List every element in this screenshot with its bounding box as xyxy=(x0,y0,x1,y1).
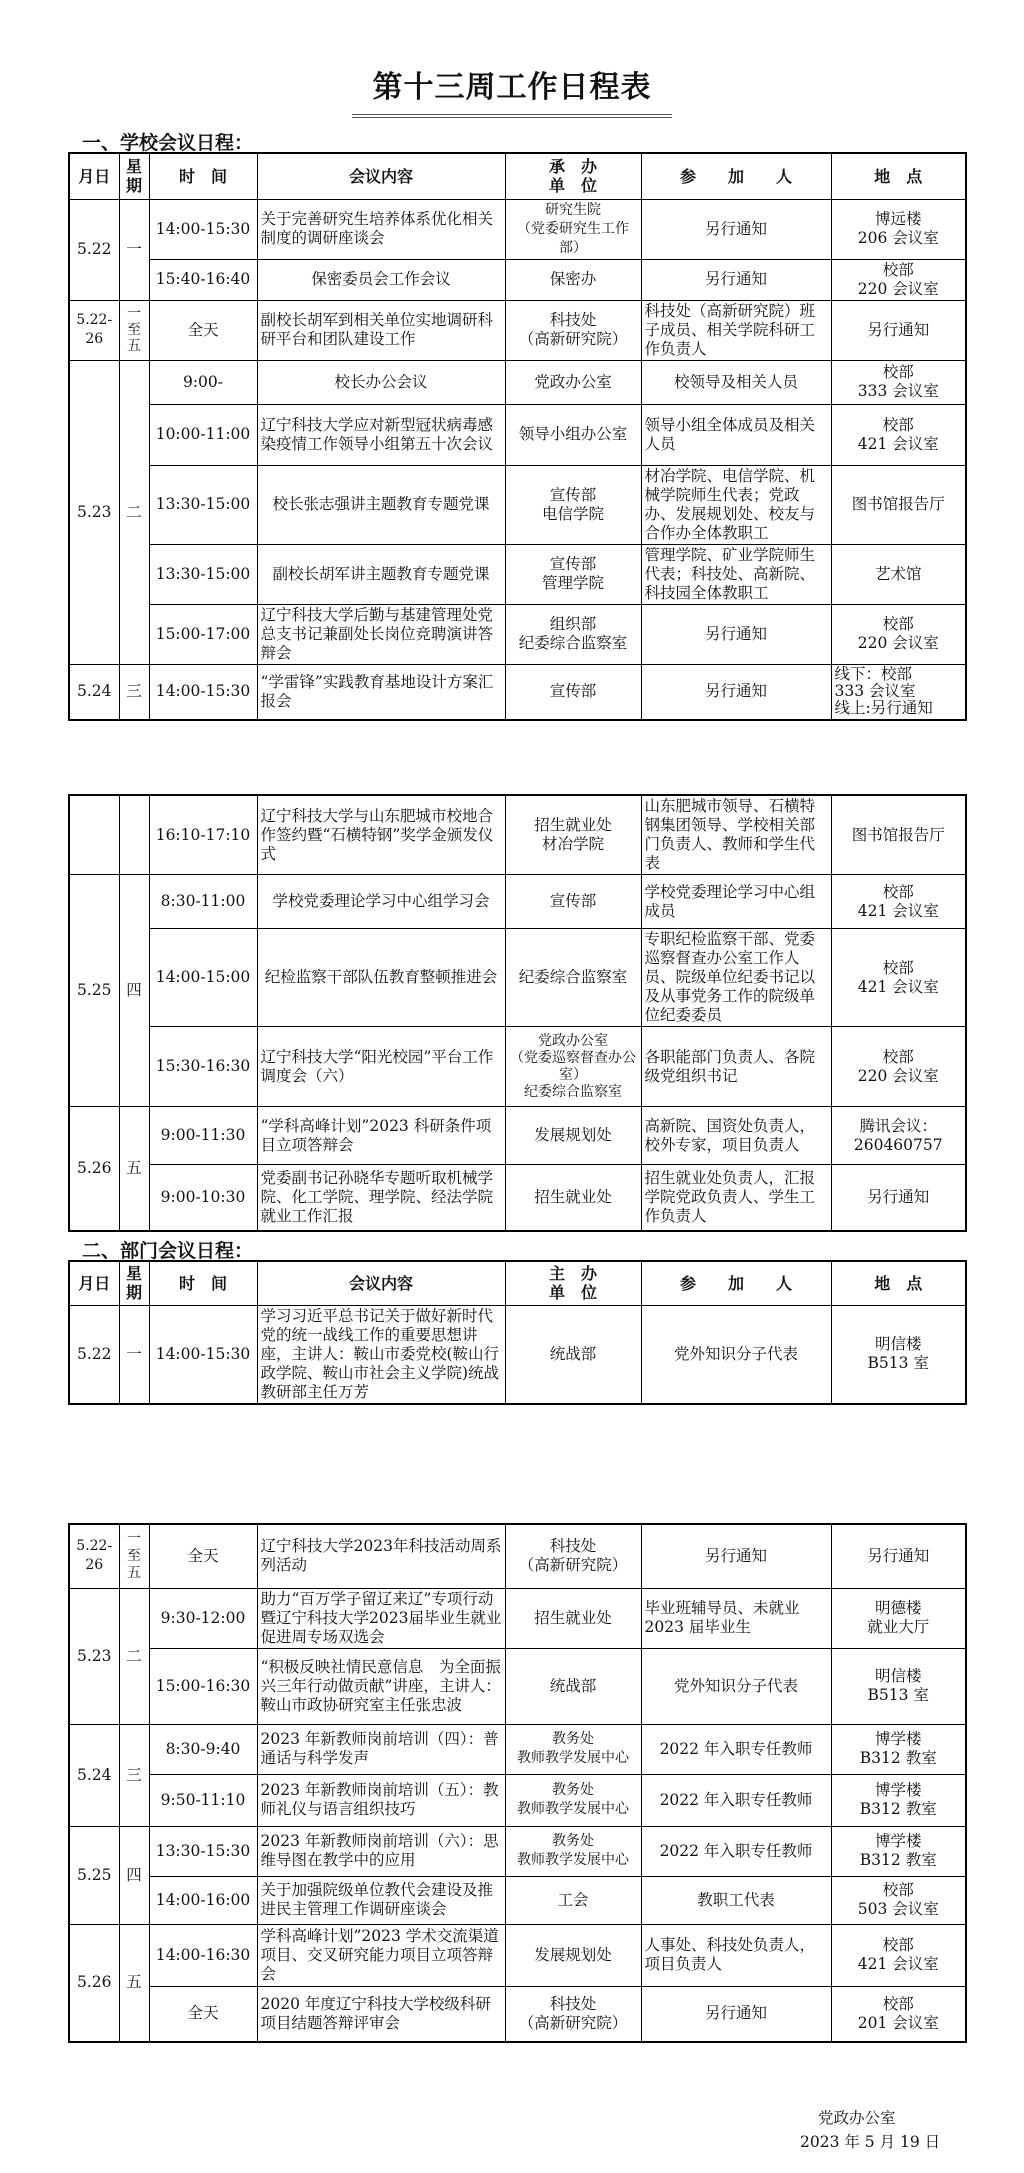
host-cell: 发展规划处 xyxy=(505,1107,641,1165)
attendees-cell: 党外知识分子代表 xyxy=(641,1648,831,1724)
header-attendees: 参 加 人 xyxy=(641,153,831,199)
table-row xyxy=(69,1924,966,1986)
host-cell: 领导小组办公室 xyxy=(505,404,641,465)
location-cell: 图书馆报告厅 xyxy=(831,795,966,875)
weekday-cell: 二 xyxy=(119,1588,149,1724)
host-cell: 教务处 教师教学发展中心 xyxy=(505,1774,641,1826)
content-cell: 辽宁科技大学与山东肥城市校地合作签约暨“石横特钢”奖学金颁发仪式 xyxy=(257,795,505,875)
host-cell: 教务处 教师教学发展中心 xyxy=(505,1724,641,1774)
content-cell: 辽宁科技大学“阳光校园”平台工作调度会（六） xyxy=(257,1027,505,1107)
table-row xyxy=(69,1774,966,1826)
weekday-cell: 三 xyxy=(119,664,149,720)
department-meetings-table-part2 xyxy=(68,1523,967,2043)
content-cell: 2023 年新教师岗前培训（四）：普通话与科学发声 xyxy=(257,1724,505,1774)
weekday-cell: 四 xyxy=(119,1826,149,1924)
section-heading-department-meetings: 二、部门会议日程： xyxy=(82,1240,254,1262)
content-cell: 纪检监察干部队伍教育整顿推进会 xyxy=(257,929,505,1027)
attendees-cell: 另行通知 xyxy=(641,604,831,664)
content-cell: 校长办公会议 xyxy=(257,360,505,404)
header-attendees: 参 加 人 xyxy=(641,1261,831,1305)
time-cell: 9:00-11:30 xyxy=(149,1107,257,1165)
table-row xyxy=(69,1588,966,1648)
host-cell: 招生就业处 材冶学院 xyxy=(505,795,641,875)
content-cell: “学雷锋”实践教育基地设计方案汇报会 xyxy=(257,664,505,720)
date-cell: 5.26 xyxy=(69,1107,119,1231)
table-row xyxy=(69,1027,966,1107)
attendees-cell: 高新院、国资处负责人，校外专家，项目负责人 xyxy=(641,1107,831,1165)
weekday-cell: 五 xyxy=(119,1924,149,2042)
host-cell: 党政办公室 （党委巡察督查办公室） 纪委综合监察室 xyxy=(505,1027,641,1107)
attendees-cell: 学校党委理论学习中心组成员 xyxy=(641,875,831,929)
header-host: 主 办 单 位 xyxy=(505,1261,641,1305)
location-cell: 腾讯会议： 260460757 xyxy=(831,1107,966,1165)
weekday-cell: 五 xyxy=(119,1107,149,1231)
location-cell: 校部 220 会议室 xyxy=(831,1027,966,1107)
location-cell: 校部 421 会议室 xyxy=(831,929,966,1027)
header-content: 会议内容 xyxy=(257,1261,505,1305)
weekday-cell: 一 至 五 xyxy=(119,1524,149,1588)
time-cell: 15:30-16:30 xyxy=(149,1027,257,1107)
content-cell: 辽宁科技大学2023年科技活动周系列活动 xyxy=(257,1524,505,1588)
header-location: 地 点 xyxy=(831,153,966,199)
table-row xyxy=(69,1648,966,1724)
content-cell: 副校长胡军到相关单位实地调研科研平台和团队建设工作 xyxy=(257,300,505,360)
time-cell: 全天 xyxy=(149,1986,257,2042)
content-cell: “积极反映社情民意信息 为全面振兴三年行动做贡献”讲座，主讲人：鞍山市政协研究室主任张忠波 xyxy=(257,1648,505,1724)
page-title: 第十三周工作日程表 xyxy=(372,70,652,105)
table-row xyxy=(69,1724,966,1774)
host-cell: 工会 xyxy=(505,1876,641,1924)
host-cell: 保密办 xyxy=(505,259,641,300)
location-cell: 艺术馆 xyxy=(831,544,966,604)
department-meetings-table-part1 xyxy=(68,1260,967,1405)
table-header-row xyxy=(69,1261,966,1305)
table-row xyxy=(69,544,966,604)
time-cell: 14:00-16:30 xyxy=(149,1924,257,1986)
time-cell: 15:00-17:00 xyxy=(149,604,257,664)
location-cell: 校部 421 会议室 xyxy=(831,404,966,465)
host-cell: 招生就业处 xyxy=(505,1588,641,1648)
location-cell: 明信楼 B513 室 xyxy=(831,1305,966,1404)
time-cell: 14:00-15:30 xyxy=(149,199,257,259)
attendees-cell: 招生就业处负责人，汇报学院党政负责人、学生工作负责人 xyxy=(641,1165,831,1231)
attendees-cell: 另行通知 xyxy=(641,199,831,259)
location-cell: 线下：校部 333 会议室 线上:另行通知 xyxy=(831,664,966,720)
section-heading-school-meetings: 一、学校会议日程： xyxy=(82,132,254,154)
date-cell: 5.23 xyxy=(69,1588,119,1724)
attendees-cell: 另行通知 xyxy=(641,1524,831,1588)
time-cell: 13:30-15:00 xyxy=(149,544,257,604)
school-meetings-table-part1 xyxy=(68,152,967,721)
time-cell: 13:30-15:30 xyxy=(149,1826,257,1876)
table-header-row xyxy=(69,153,966,199)
location-cell: 校部 220 会议室 xyxy=(831,259,966,300)
header-weekday: 星 期 xyxy=(119,153,149,199)
content-cell: 关于加强院级单位教代会建设及推进民主管理工作调研座谈会 xyxy=(257,1876,505,1924)
location-cell: 博学楼 B312 教室 xyxy=(831,1774,966,1826)
attendees-cell: 专职纪检监察干部、党委巡察督查办公室工作人员、院级单位纪委书记以及从事党务工作的院级单位纪委委员 xyxy=(641,929,831,1027)
time-cell: 9:50-11:10 xyxy=(149,1774,257,1826)
footer-date: 2023 年 5 月 19 日 xyxy=(800,2133,941,2151)
time-cell: 14:00-16:00 xyxy=(149,1876,257,1924)
content-cell: 2020 年度辽宁科技大学校级科研项目结题答辩评审会 xyxy=(257,1986,505,2042)
content-cell: 关于完善研究生培养体系优化相关制度的调研座谈会 xyxy=(257,199,505,259)
host-cell: 招生就业处 xyxy=(505,1165,641,1231)
date-cell xyxy=(69,795,119,875)
table-row xyxy=(69,259,966,300)
content-cell: 学习习近平总书记关于做好新时代党的统一战线工作的重要思想讲座，主讲人：鞍山市委党校(鞍山行政学院、鞍山市社会主义学院)统战教研部主任万芳 xyxy=(257,1305,505,1404)
content-cell: 党委副书记孙晓华专题听取机械学院、化工学院、理学院、经法学院就业工作汇报 xyxy=(257,1165,505,1231)
time-cell: 全天 xyxy=(149,1524,257,1588)
content-cell: 学科高峰计划”2023 学术交流渠道项目、交叉研究能力项目立项答辩会 xyxy=(257,1924,505,1986)
attendees-cell: 2022 年入职专任教师 xyxy=(641,1724,831,1774)
weekday-cell: 三 xyxy=(119,1724,149,1826)
attendees-cell: 另行通知 xyxy=(641,259,831,300)
table-row xyxy=(69,360,966,404)
attendees-cell: 毕业班辅导员、未就业2023 届毕业生 xyxy=(641,1588,831,1648)
time-cell: 15:40-16:40 xyxy=(149,259,257,300)
time-cell: 15:00-16:30 xyxy=(149,1648,257,1724)
location-cell: 校部 421 会议室 xyxy=(831,875,966,929)
table-row xyxy=(69,929,966,1027)
attendees-cell: 材冶学院、电信学院、机械学院师生代表；党政办、发展规划处、校友与合作办全体教职工 xyxy=(641,465,831,544)
header-weekday: 星 期 xyxy=(119,1261,149,1305)
weekday-cell: 一 xyxy=(119,1305,149,1404)
header-date: 月日 xyxy=(69,153,119,199)
location-cell: 博学楼 B312 教室 xyxy=(831,1724,966,1774)
header-host: 承 办 单 位 xyxy=(505,153,641,199)
footer-organization: 党政办公室 xyxy=(818,2109,896,2127)
host-cell: 统战部 xyxy=(505,1305,641,1404)
time-cell: 10:00-11:00 xyxy=(149,404,257,465)
host-cell: 研究生院 （党委研究生工作部） xyxy=(505,199,641,259)
date-cell: 5.24 xyxy=(69,1724,119,1826)
table-row xyxy=(69,300,966,360)
attendees-cell: 各职能部门负责人、各院级党组织书记 xyxy=(641,1027,831,1107)
host-cell: 宣传部 电信学院 xyxy=(505,465,641,544)
table-row xyxy=(69,1107,966,1165)
weekday-cell: 四 xyxy=(119,875,149,1107)
time-cell: 14:00-15:30 xyxy=(149,664,257,720)
content-cell: “学科高峰计划”2023 科研条件项目立项答辩会 xyxy=(257,1107,505,1165)
table-row xyxy=(69,1305,966,1404)
host-cell: 科技处 （高新研究院） xyxy=(505,300,641,360)
location-cell: 校部 201 会议室 xyxy=(831,1986,966,2042)
host-cell: 组织部 纪委综合监察室 xyxy=(505,604,641,664)
school-meetings-table-part2 xyxy=(68,794,967,1232)
header-location: 地 点 xyxy=(831,1261,966,1305)
weekday-cell: 一 xyxy=(119,199,149,300)
table-row xyxy=(69,199,966,259)
date-cell: 5.25 xyxy=(69,875,119,1107)
host-cell: 宣传部 xyxy=(505,664,641,720)
attendees-cell: 党外知识分子代表 xyxy=(641,1305,831,1404)
location-cell: 另行通知 xyxy=(831,1165,966,1231)
table-row xyxy=(69,795,966,875)
host-cell: 统战部 xyxy=(505,1648,641,1724)
attendees-cell: 另行通知 xyxy=(641,664,831,720)
location-cell: 另行通知 xyxy=(831,1524,966,1588)
time-cell: 14:00-15:00 xyxy=(149,929,257,1027)
weekday-cell: 一 至 五 xyxy=(119,300,149,360)
time-cell: 全天 xyxy=(149,300,257,360)
host-cell: 纪委综合监察室 xyxy=(505,929,641,1027)
table-row xyxy=(69,1524,966,1588)
host-cell: 宣传部 管理学院 xyxy=(505,544,641,604)
host-cell: 科技处 （高新研究院） xyxy=(505,1524,641,1588)
location-cell: 校部 220 会议室 xyxy=(831,604,966,664)
content-cell: 2023 年新教师岗前培训（六）：思维导图在教学中的应用 xyxy=(257,1826,505,1876)
attendees-cell: 校领导及相关人员 xyxy=(641,360,831,404)
location-cell: 博学楼 B312 教室 xyxy=(831,1826,966,1876)
location-cell: 图书馆报告厅 xyxy=(831,465,966,544)
date-cell: 5.22- 26 xyxy=(69,300,119,360)
table-row xyxy=(69,1826,966,1876)
attendees-cell: 另行通知 xyxy=(641,1986,831,2042)
table-row xyxy=(69,465,966,544)
date-cell: 5.25 xyxy=(69,1826,119,1924)
table-row xyxy=(69,1986,966,2042)
location-cell: 明德楼 就业大厅 xyxy=(831,1588,966,1648)
location-cell: 另行通知 xyxy=(831,300,966,360)
location-cell: 校部 333 会议室 xyxy=(831,360,966,404)
table-row xyxy=(69,875,966,929)
location-cell: 校部 503 会议室 xyxy=(831,1876,966,1924)
content-cell: 校长张志强讲主题教育专题党课 xyxy=(257,465,505,544)
host-cell: 发展规划处 xyxy=(505,1924,641,1986)
location-cell: 校部 421 会议室 xyxy=(831,1924,966,1986)
weekday-cell xyxy=(119,795,149,875)
time-cell: 14:00-15:30 xyxy=(149,1305,257,1404)
table-row xyxy=(69,1876,966,1924)
time-cell: 16:10-17:10 xyxy=(149,795,257,875)
attendees-cell: 科技处（高新研究院）班子成员、相关学院科研工作负责人 xyxy=(641,300,831,360)
attendees-cell: 教职工代表 xyxy=(641,1876,831,1924)
host-cell: 党政办公室 xyxy=(505,360,641,404)
content-cell: 助力“百万学子留辽来辽”专项行动暨辽宁科技大学2023届毕业生就业促进周专场双选会 xyxy=(257,1588,505,1648)
date-cell: 5.26 xyxy=(69,1924,119,2042)
time-cell: 9:00-10:30 xyxy=(149,1165,257,1231)
attendees-cell: 管理学院、矿业学院师生代表；科技处、高新院、科技园全体教职工 xyxy=(641,544,831,604)
header-time: 时 间 xyxy=(149,153,257,199)
attendees-cell: 人事处、科技处负责人，项目负责人 xyxy=(641,1924,831,1986)
attendees-cell: 领导小组全体成员及相关人员 xyxy=(641,404,831,465)
time-cell: 8:30-11:00 xyxy=(149,875,257,929)
table-row xyxy=(69,1165,966,1231)
weekday-cell: 二 xyxy=(119,360,149,664)
time-cell: 13:30-15:00 xyxy=(149,465,257,544)
content-cell: 保密委员会工作会议 xyxy=(257,259,505,300)
location-cell: 博远楼 206 会议室 xyxy=(831,199,966,259)
date-cell: 5.23 xyxy=(69,360,119,664)
date-cell: 5.22 xyxy=(69,1305,119,1404)
content-cell: 2023 年新教师岗前培训（五）：教师礼仪与语言组织技巧 xyxy=(257,1774,505,1826)
table-row xyxy=(69,404,966,465)
host-cell: 教务处 教师教学发展中心 xyxy=(505,1826,641,1876)
table-row xyxy=(69,604,966,664)
date-cell: 5.22 xyxy=(69,199,119,300)
attendees-cell: 山东肥城市领导、石横特钢集团领导、学校相关部门负责人、教师和学生代表 xyxy=(641,795,831,875)
date-cell: 5.22- 26 xyxy=(69,1524,119,1588)
table-row xyxy=(69,664,966,720)
host-cell: 科技处 （高新研究院） xyxy=(505,1986,641,2042)
content-cell: 辽宁科技大学后勤与基建管理处党总支书记兼副处长岗位竞聘演讲答辩会 xyxy=(257,604,505,664)
time-cell: 9:00- xyxy=(149,360,257,404)
attendees-cell: 2022 年入职专任教师 xyxy=(641,1826,831,1876)
header-content: 会议内容 xyxy=(257,153,505,199)
title-underline xyxy=(352,114,672,118)
content-cell: 副校长胡军讲主题教育专题党课 xyxy=(257,544,505,604)
header-date: 月日 xyxy=(69,1261,119,1305)
content-cell: 学校党委理论学习中心组学习会 xyxy=(257,875,505,929)
attendees-cell: 2022 年入职专任教师 xyxy=(641,1774,831,1826)
header-time: 时 间 xyxy=(149,1261,257,1305)
date-cell: 5.24 xyxy=(69,664,119,720)
time-cell: 9:30-12:00 xyxy=(149,1588,257,1648)
content-cell: 辽宁科技大学应对新型冠状病毒感染疫情工作领导小组第五十次会议 xyxy=(257,404,505,465)
host-cell: 宣传部 xyxy=(505,875,641,929)
time-cell: 8:30-9:40 xyxy=(149,1724,257,1774)
location-cell: 明信楼 B513 室 xyxy=(831,1648,966,1724)
